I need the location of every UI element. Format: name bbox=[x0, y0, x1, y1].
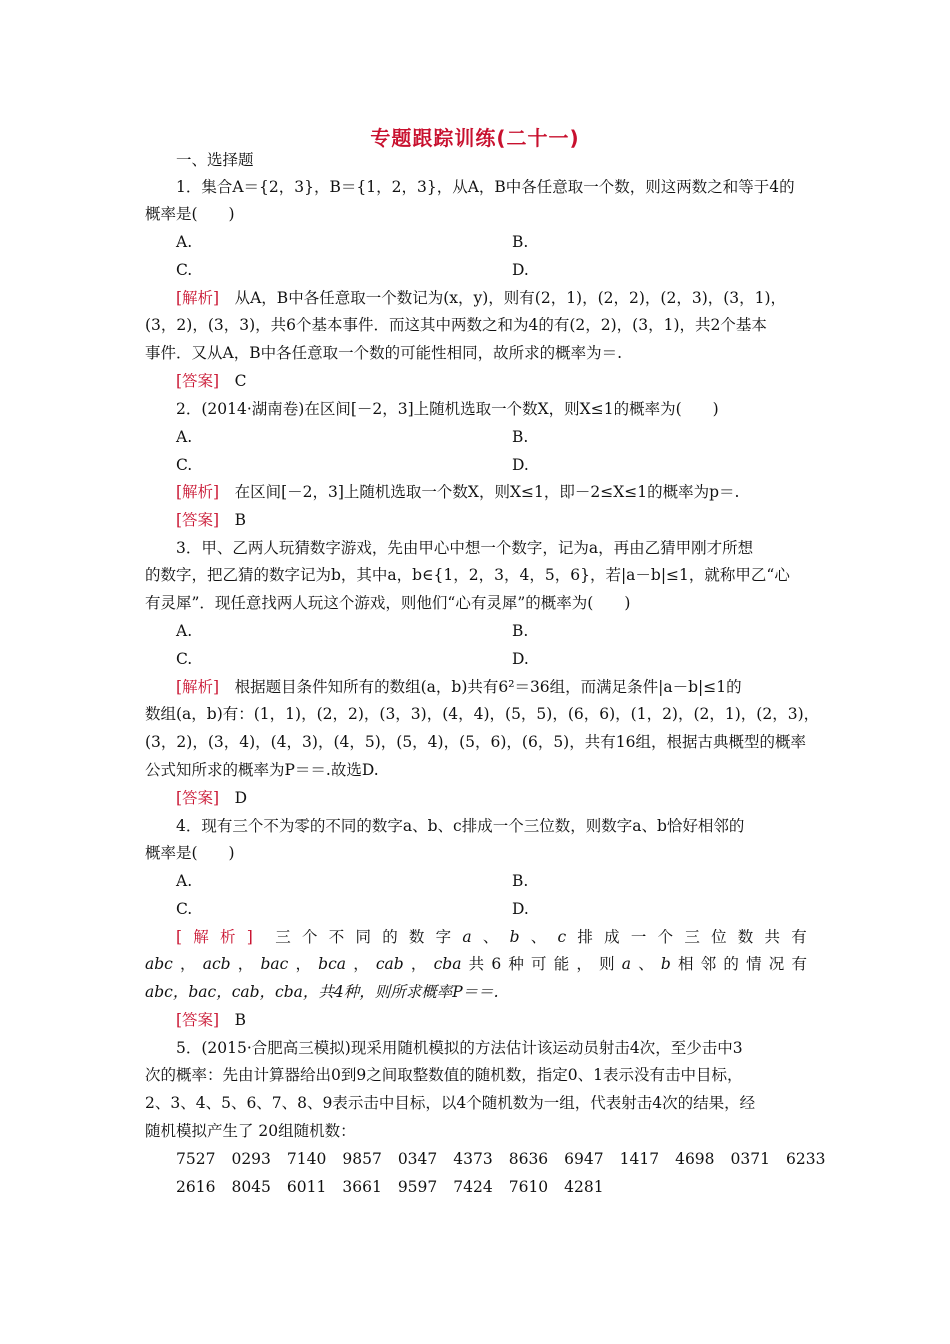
q3-option-d: D. bbox=[512, 650, 529, 668]
random-numbers-row2 bbox=[176, 1177, 620, 1197]
q4-stem-line2: 概率是( ) bbox=[145, 844, 235, 862]
q1-analysis-line2: (3，2)，(3，3)，共6个基本事件．而这其中两数之和为4的有(2，2)，(3，1)，共2个基本 bbox=[145, 316, 767, 334]
q4-analysis-token: 、 bbox=[482, 928, 499, 946]
section-heading: 一、选择题 bbox=[176, 151, 254, 169]
random-number: 7527 bbox=[176, 1150, 216, 1168]
q3-analysis-line3: (3，2)，(3，4)，(4，3)，(4，5)，(5，4)，(5，6)，(6，5)，共有16组，根据古典概型的概率 bbox=[145, 733, 806, 751]
random-number: 0347 bbox=[397, 1150, 438, 1168]
random-number: 6011 bbox=[286, 1178, 327, 1196]
q2-option-d: D. bbox=[512, 456, 529, 474]
q1-option-d: D. bbox=[512, 261, 529, 279]
q4-answer: [答案] B bbox=[176, 1011, 246, 1029]
q4-analysis-token: a bbox=[462, 928, 472, 946]
random-number: 8045 bbox=[231, 1178, 271, 1196]
q2-analysis-line1: [解析] 在区间[－2，3]上随机选取一个数X，则X≤1，即－2≤X≤1的概率为p＝. bbox=[176, 483, 740, 501]
q4-analysis-token: 三 bbox=[275, 928, 291, 946]
random-number: 7610 bbox=[508, 1178, 549, 1196]
q4-analysis-token: cab bbox=[375, 955, 404, 973]
q5-stem-line2: 次的概率：先由计算器给出0到9之间取整数值的随机数，指定0、1表示没有击中目标， bbox=[145, 1066, 743, 1084]
answer-tag: [答案] bbox=[176, 1011, 220, 1029]
q4-analysis-token: 析 bbox=[220, 928, 236, 946]
q4-analysis-token: 能 bbox=[553, 955, 570, 973]
q4-analysis-token: 三 bbox=[684, 928, 700, 946]
random-number: 4281 bbox=[564, 1178, 604, 1196]
random-number: 2616 bbox=[176, 1178, 216, 1196]
q3-answer: [答案] D bbox=[176, 789, 248, 807]
random-number: 9597 bbox=[397, 1178, 438, 1196]
q4-analysis-token: b bbox=[509, 928, 520, 946]
q4-analysis-token: ， bbox=[410, 955, 427, 973]
q4-analysis-token: a bbox=[621, 955, 632, 973]
random-number: 7140 bbox=[286, 1150, 327, 1168]
q1-answer: [答案] C bbox=[176, 372, 247, 390]
q4-analysis-token: 解 bbox=[193, 928, 209, 946]
q3-analysis-line1: [解析] 根据题目条件知所有的数组(a，b)共有6²＝36组，而满足条件|a－b|≤1的 bbox=[176, 678, 742, 696]
q4-analysis-token: 成 bbox=[604, 928, 620, 946]
q4-analysis-token: 情 bbox=[746, 955, 762, 973]
analysis-tag: [解析] bbox=[176, 678, 220, 696]
q4-analysis-token: 排 bbox=[577, 928, 593, 946]
q3-analysis-line2: 数组(a，b)有：(1，1)，(2，2)，(3，3)，(4，4)，(5，5)，(6，6)，(1，2)，(2，1)，(2，3)， bbox=[145, 705, 820, 723]
random-number: 7424 bbox=[453, 1178, 493, 1196]
random-number: 3661 bbox=[342, 1178, 382, 1196]
q3-analysis-line4: 公式知所求的概率为P＝＝.故选D. bbox=[145, 761, 379, 779]
random-numbers-row1 bbox=[176, 1149, 841, 1169]
q2-option-b: B. bbox=[512, 428, 529, 446]
q4-option-a: A. bbox=[176, 872, 193, 890]
q4-analysis-token: ， bbox=[237, 955, 254, 973]
q4-analysis-token: 有 bbox=[791, 928, 807, 946]
q1-option-c: C. bbox=[176, 261, 193, 279]
analysis-tag: [解析] bbox=[176, 289, 220, 307]
q4-analysis-token: [ bbox=[176, 928, 183, 946]
q4-analysis-token: 共 bbox=[764, 928, 781, 946]
q4-analysis-token: ， bbox=[353, 955, 369, 973]
page-title: 专题跟踪训练(二十一) bbox=[370, 126, 580, 150]
random-number: 6233 bbox=[785, 1150, 826, 1168]
q1-stem-line1: 1．集合A＝{2，3}，B＝{1，2，3}，从A，B中各任意取一个数，则这两数之和等于4的 bbox=[176, 178, 795, 196]
q5-stem-line3: 2、3、4、5、6、7、8、9表示击中目标，以4个随机数为一组，代表射击4次的结果，经 bbox=[145, 1094, 756, 1112]
random-number: 9857 bbox=[342, 1150, 382, 1168]
q4-analysis-token: 个 bbox=[657, 928, 674, 946]
q4-stem-line1: 4．现有三个不为零的不同的数字a、b、c排成一个三位数，则数字a、b恰好相邻的 bbox=[176, 817, 745, 835]
q4-analysis-token: ， bbox=[576, 955, 592, 973]
q4-analysis-token: 同 bbox=[355, 928, 371, 946]
q4-analysis-token: b bbox=[660, 955, 671, 973]
q4-option-b: B. bbox=[512, 872, 529, 890]
random-number: 4698 bbox=[675, 1150, 715, 1168]
q3-stem-line1: 3．甲、乙两人玩猜数字游戏，先由甲心中想一个数字，记为a，再由乙猜甲刚才所想 bbox=[176, 539, 754, 557]
random-number: 0293 bbox=[231, 1150, 271, 1168]
q1-analysis-line1: [解析] 从A，B中各任意取一个数记为(x，y)，则有(2，1)，(2，2)，(2，3)，(3，1)， bbox=[176, 289, 787, 307]
q3-stem-line3: 有灵犀”．现任意找两人玩这个游戏，则他们“心有灵犀”的概率为( ) bbox=[145, 594, 631, 612]
q3-option-b: B. bbox=[512, 622, 529, 640]
q4-option-c: C. bbox=[176, 900, 193, 918]
q4-analysis-token: acb bbox=[202, 955, 231, 973]
q4-analysis-token: 种 bbox=[508, 955, 524, 973]
q3-option-c: C. bbox=[176, 650, 193, 668]
q4-analysis-line2 bbox=[145, 954, 807, 974]
random-number: 8636 bbox=[508, 1150, 549, 1168]
q4-analysis-token: 数 bbox=[408, 928, 425, 946]
q1-stem-line2: 概率是( ) bbox=[145, 205, 235, 223]
q4-analysis-token: bac bbox=[260, 955, 289, 973]
q4-analysis-token: 可 bbox=[531, 955, 547, 973]
q4-analysis-token: 字 bbox=[435, 928, 452, 946]
q4-analysis-token: ， bbox=[180, 955, 196, 973]
q4-analysis-line3: abc，bac，cab，cba，共4种，则所求概率P＝＝. bbox=[145, 983, 499, 1001]
q4-analysis-token: ， bbox=[295, 955, 311, 973]
q4-analysis-token: 数 bbox=[737, 928, 754, 946]
q4-analysis-token: 的 bbox=[382, 928, 398, 946]
q4-analysis-token: 、 bbox=[638, 955, 654, 973]
q4-analysis-token: abc bbox=[145, 955, 173, 973]
q2-option-a: A. bbox=[176, 428, 193, 446]
q3-option-a: A. bbox=[176, 622, 193, 640]
q2-answer: [答案] B bbox=[176, 511, 246, 529]
q4-analysis-token: 有 bbox=[791, 955, 807, 973]
q4-analysis-token: 邻 bbox=[700, 955, 717, 973]
answer-tag: [答案] bbox=[176, 511, 220, 529]
analysis-tag: [解析] bbox=[176, 483, 220, 501]
random-number: 0371 bbox=[730, 1150, 770, 1168]
q4-analysis-token: 共 bbox=[468, 955, 485, 973]
q2-stem-line1: 2．(2014·湖南卷)在区间[－2，3]上随机选取一个数X，则X≤1的概率为( ) bbox=[176, 400, 719, 418]
q4-analysis-token: 6 bbox=[491, 955, 502, 973]
q4-analysis-token: 、 bbox=[530, 928, 547, 946]
q4-analysis-token: 的 bbox=[723, 955, 739, 973]
q1-analysis-line3: 事件．又从A，B中各任意取一个数的可能性相同，故所求的概率为＝. bbox=[145, 344, 623, 362]
q1-option-a: A. bbox=[176, 233, 193, 251]
q4-analysis-token: 不 bbox=[328, 928, 345, 946]
q2-option-c: C. bbox=[176, 456, 193, 474]
q4-option-d: D. bbox=[512, 900, 529, 918]
q4-analysis-token: bca bbox=[318, 955, 347, 973]
q4-analysis-token: c bbox=[557, 928, 567, 946]
random-number: 4373 bbox=[453, 1150, 493, 1168]
q4-analysis-token: 则 bbox=[599, 955, 615, 973]
q4-analysis-token: 个 bbox=[301, 928, 318, 946]
answer-tag: [答案] bbox=[176, 372, 220, 390]
q4-analysis-token: 相 bbox=[678, 955, 694, 973]
q5-stem-line1: 5．(2015·合肥高三模拟)现采用随机模拟的方法估计该运动员射击4次，至少击中3 bbox=[176, 1039, 743, 1057]
q3-stem-line2: 的数字，把乙猜的数字记为b，其中a，b∈{1，2，3，4，5，6}，若|a－b|≤1，就称甲乙“心 bbox=[145, 566, 790, 584]
q4-analysis-token: 位 bbox=[711, 928, 727, 946]
q1-option-b: B. bbox=[512, 233, 529, 251]
q4-analysis-line1 bbox=[176, 927, 807, 947]
q4-analysis-token: 一 bbox=[630, 928, 647, 946]
q5-stem-line4: 随机模拟产生了 20组随机数： bbox=[145, 1122, 356, 1140]
random-number: 1417 bbox=[619, 1150, 660, 1168]
answer-tag: [答案] bbox=[176, 789, 220, 807]
random-number: 6947 bbox=[564, 1150, 604, 1168]
q4-analysis-token: 况 bbox=[768, 955, 785, 973]
q4-analysis-token: cba bbox=[433, 955, 462, 973]
q4-analysis-token: ] bbox=[246, 928, 253, 946]
